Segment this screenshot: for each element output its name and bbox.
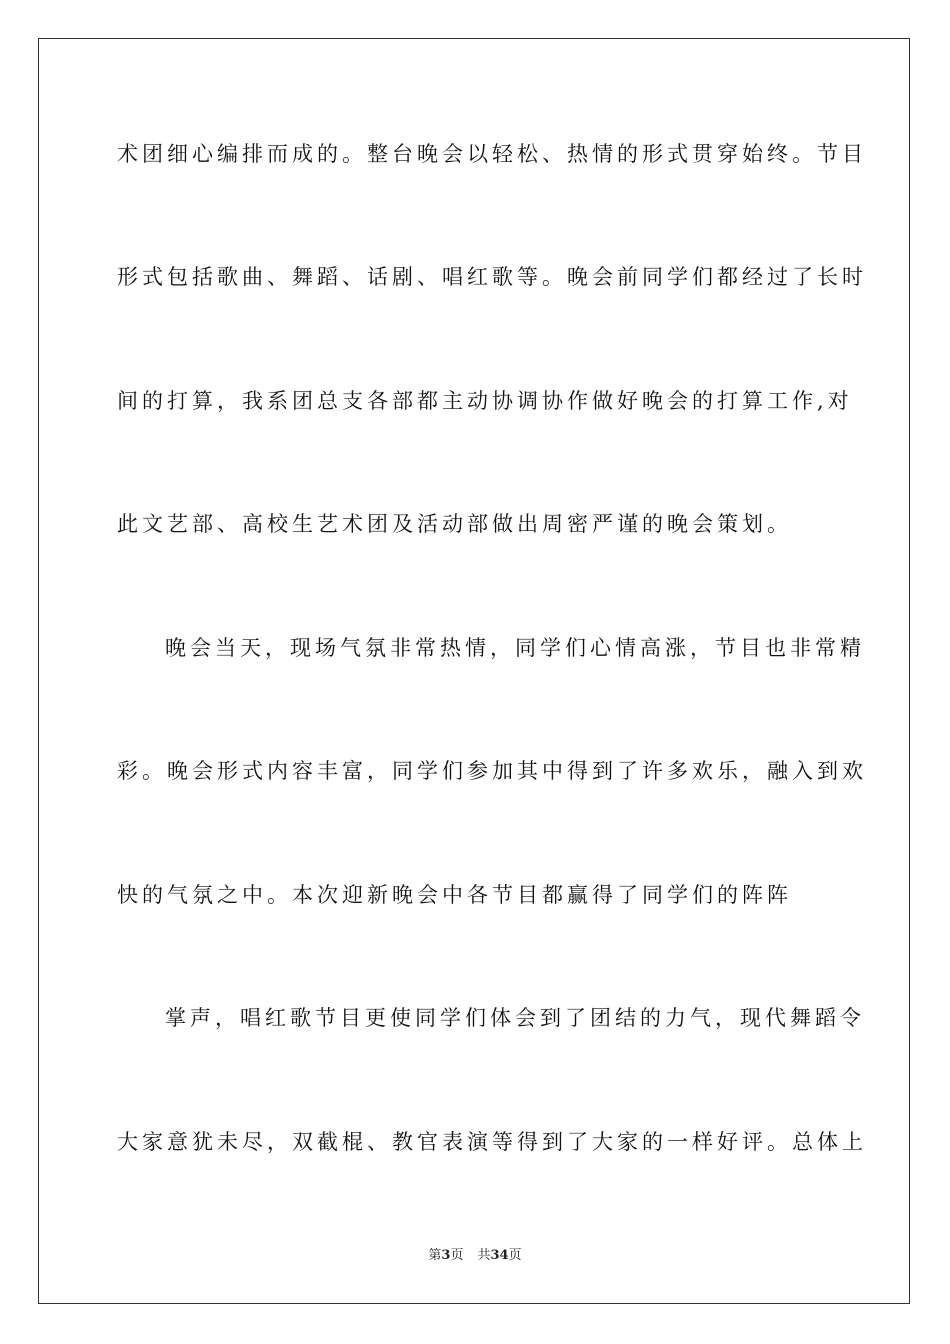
text-line-6: 彩。晚会形式内容丰富，同学们参加其中得到了许多欢乐，融入到欢	[117, 759, 867, 783]
text-line-4: 此文艺部、高校生艺术团及活动部做出周密严谨的晚会策划。	[117, 512, 792, 536]
footer-total-prefix: 共	[477, 1248, 491, 1263]
footer-total-pages: 34	[490, 1248, 509, 1263]
footer-page-number: 3	[441, 1248, 451, 1263]
footer-page-prefix: 第	[428, 1248, 442, 1263]
text-line-1: 术团细心编排而成的。整台晚会以轻松、热情的形式贯穿始终。节目	[117, 142, 867, 166]
text-line-5: 晚会当天，现场气氛非常热情，同学们心情高涨，节目也非常精	[165, 636, 865, 660]
text-line-7: 快的气氛之中。本次迎新晚会中各节目都赢得了同学们的阵阵	[117, 883, 792, 907]
page-border	[38, 38, 910, 1304]
footer-total-suffix: 页	[508, 1248, 522, 1263]
page-footer	[0, 1247, 950, 1265]
text-line-9: 大家意犹未尽，双截棍、教官表演等得到了大家的一样好评。总体上	[117, 1130, 867, 1154]
footer-page-suffix: 页	[450, 1248, 464, 1263]
text-line-3: 间的打算，我系团总支各部都主动协调协作做好晚会的打算工作,对	[117, 389, 853, 413]
text-line-8: 掌声，唱红歌节目更使同学们体会到了团结的力气，现代舞蹈令	[165, 1006, 865, 1030]
text-line-2: 形式包括歌曲、舞蹈、话剧、唱红歌等。晚会前同学们都经过了长时	[117, 265, 867, 289]
